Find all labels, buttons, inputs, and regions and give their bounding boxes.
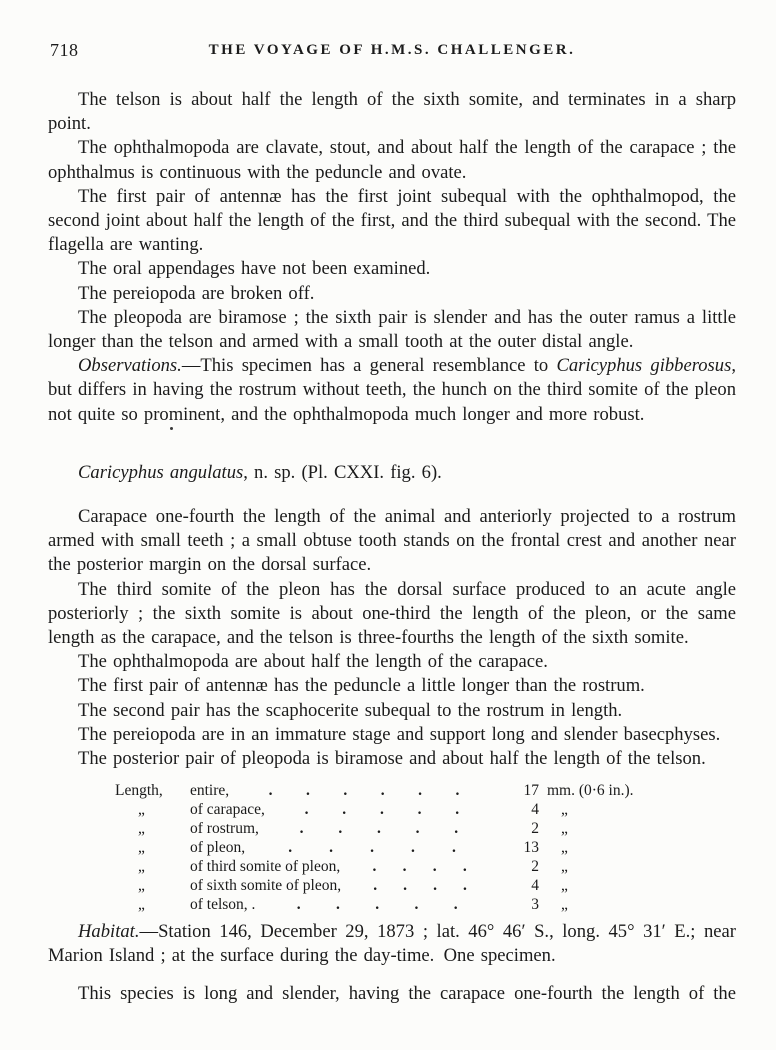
- ditto-mark: „: [138, 820, 145, 838]
- dot-leader: [341, 876, 499, 895]
- text-run: Carapace one-fourth the length of the animal and anteriorly projected to a rostrum armed with small teeth ; a small obtuse tooth stands on the frontal crest and another near the posterior margin on the dorsal surface.: [48, 506, 736, 576]
- text-run: The posterior pair of pleopoda is biramose and about half the length of the telson.: [78, 748, 706, 770]
- leader-dot: .: [455, 801, 460, 819]
- measurement-row: [115, 876, 647, 895]
- ditto-mark: „: [561, 877, 568, 895]
- paragraph: [48, 505, 736, 578]
- leader-dot: .: [342, 801, 347, 819]
- measurement-unit: mm. (0·6 in.).: [547, 782, 634, 800]
- leader-dot: .: [462, 858, 467, 876]
- measurement-label: Length,: [115, 782, 163, 800]
- leader-dot: .: [455, 782, 460, 800]
- leader-dot: .: [296, 896, 301, 914]
- measurement-value: 2: [531, 820, 539, 838]
- leader-dot: .: [379, 801, 384, 819]
- text-run: —This specimen has a general resemblance to: [181, 355, 557, 377]
- text-run: The pleopoda are biramose ; the sixth pair is slender and has the outer ramus a little longer than the telson and armed with a small tooth at the outer distal angle.: [48, 306, 736, 353]
- text-run: —Station 146, December 29, 1873 ; lat. 46° 46′ S., long. 45° 31′ E.; near Marion Island ; at the surface during the day-time. One specimen.: [48, 921, 736, 967]
- page-body: [48, 88, 736, 1006]
- leader-dot: .: [343, 782, 348, 800]
- measurement-value: 13: [523, 839, 539, 857]
- leader-dot: .: [329, 839, 334, 857]
- paragraph: [48, 650, 736, 674]
- leader-dot: .: [415, 820, 420, 838]
- measurement-value: 4: [531, 877, 539, 895]
- italic-text: Observations.: [78, 355, 182, 377]
- ditto-mark: „: [561, 858, 568, 876]
- text-run: The second pair has the scaphocerite subequal to the rostrum in length.: [78, 699, 623, 721]
- measurement-value: 4: [531, 801, 539, 819]
- ink-dot-artifact: [170, 427, 173, 430]
- paragraph: [48, 354, 736, 427]
- measurement-value: 17: [523, 782, 539, 800]
- leader-dot: .: [380, 782, 385, 800]
- paragraph: [48, 747, 736, 771]
- leader-dot: .: [411, 839, 415, 857]
- paragraph: [48, 185, 736, 258]
- paragraph: [48, 578, 736, 651]
- habitat-paragraph: [48, 920, 736, 968]
- paragraph: [48, 282, 736, 306]
- leader-dot: .: [453, 896, 458, 914]
- text-run: The third somite of the pleon has the dorsal surface produced to an acute angle posteriorly ; the sixth somite is about one-third the length of the pleon, or the same length as the carapace, and the telson is three-fourths the length of the sixth somite.: [48, 578, 736, 649]
- leader-dot: .: [288, 839, 293, 857]
- measurement-value: 2: [531, 858, 539, 876]
- measurement-item: entire,: [190, 782, 230, 800]
- text-run: The pereiopoda are broken off.: [78, 282, 315, 304]
- leader-dot: .: [375, 896, 380, 914]
- leader-dot: .: [376, 820, 381, 838]
- measurement-item: of carapace,: [190, 801, 265, 819]
- leader-dot: .: [463, 877, 467, 895]
- dot-leader: [265, 800, 499, 819]
- measurement-row: [115, 800, 647, 819]
- dot-leader: [229, 781, 499, 800]
- species-heading: [48, 461, 736, 485]
- ditto-mark: „: [138, 858, 145, 876]
- measurement-row: [115, 819, 647, 838]
- ditto-mark: „: [138, 896, 145, 914]
- dot-leader: [340, 857, 499, 876]
- leader-dot: .: [373, 877, 378, 895]
- page-number: 718: [50, 40, 79, 60]
- paragraph: [48, 136, 736, 184]
- text-run: The ophthalmopoda are about half the length of the carapace.: [78, 651, 548, 673]
- measurement-row: [115, 895, 647, 914]
- measurement-row: [115, 781, 647, 800]
- measurement-item: of telson, .: [190, 896, 256, 914]
- leader-dot: .: [433, 877, 437, 895]
- measurement-item: of pleon,: [190, 839, 246, 857]
- leader-dot: .: [304, 801, 309, 819]
- ditto-mark: „: [561, 896, 568, 914]
- measurement-row: [115, 857, 647, 876]
- leader-dot: .: [370, 839, 374, 857]
- leader-dot: .: [418, 782, 423, 800]
- paragraph: [48, 699, 736, 723]
- leader-dot: .: [417, 801, 422, 819]
- paragraph: [48, 723, 736, 747]
- dot-leader: [255, 895, 499, 914]
- italic-text: Habitat.: [78, 921, 140, 943]
- paragraph: [48, 88, 736, 136]
- running-title: THE VOYAGE OF H.M.S. CHALLENGER.: [208, 42, 576, 58]
- text-run: The pereiopoda are in an immature stage and support long and slender basecphyses.: [78, 723, 721, 745]
- leader-dot: .: [402, 858, 407, 876]
- text-run: , n. sp. (Pl. CXXI. fig. 6).: [243, 461, 442, 483]
- leader-dot: .: [268, 782, 273, 800]
- text-run: The first pair of antennæ has the peduncle a little longer than the rostrum.: [78, 675, 645, 697]
- paragraphs-mid: [48, 505, 736, 771]
- leader-dot: .: [414, 896, 419, 914]
- text-run: , but differs in having the rostrum without teeth, the hunch on the third somite of the pleon not quite so prominent, and the ophthalmopoda much longer and more robust.: [48, 355, 736, 425]
- measurement-item: of third somite of pleon,: [190, 858, 341, 876]
- leader-dot: .: [338, 820, 343, 838]
- leader-dot: .: [432, 858, 437, 876]
- paragraphs-top: [48, 88, 736, 427]
- leader-dot: .: [336, 896, 340, 914]
- paragraph: [48, 674, 736, 698]
- ditto-mark: „: [138, 877, 145, 895]
- leader-dot: .: [372, 858, 377, 876]
- leader-dot: .: [306, 782, 310, 800]
- page-header: [48, 40, 736, 64]
- ditto-mark: „: [138, 839, 145, 857]
- italic-text: Caricyphus angulatus: [78, 461, 244, 483]
- measurement-value: 3: [531, 896, 539, 914]
- leader-dot: .: [454, 820, 459, 838]
- text-run: The telson is about half the length of the sixth somite, and terminates in a sharp point.: [48, 89, 736, 135]
- ditto-mark: „: [561, 801, 568, 819]
- paragraphs-bottom: [48, 982, 736, 1006]
- measurement-item: of sixth somite of pleon,: [190, 877, 342, 895]
- ditto-mark: „: [561, 839, 568, 857]
- paragraph: [48, 306, 736, 354]
- text-run: The ophthalmopoda are clavate, stout, and about half the length of the carapace ; the ophthalmus is continuous with the peduncle and ovate.: [48, 137, 736, 183]
- dot-leader: [259, 819, 499, 838]
- ditto-mark: „: [138, 801, 145, 819]
- leader-dot: .: [403, 877, 407, 895]
- dot-leader: [245, 838, 499, 857]
- measurements-table: [115, 781, 647, 914]
- italic-text: Caricyphus gibberosus: [556, 355, 732, 377]
- measurement-item: of rostrum,: [190, 820, 259, 838]
- leader-dot: .: [299, 820, 304, 838]
- text-run: The first pair of antennæ has the first joint subequal with the ophthalmopod, the second joint about half the length of the first, and the third subequal with the second. The flagella are wanting.: [48, 185, 736, 256]
- paragraph: [48, 257, 736, 281]
- text-run: The oral appendages have not been examined.: [78, 258, 431, 280]
- paragraph: [48, 982, 736, 1006]
- measurement-row: [115, 838, 647, 857]
- text-run: This species is long and slender, having the carapace one-fourth the length of the: [78, 982, 736, 1004]
- leader-dot: .: [452, 839, 456, 857]
- ditto-mark: „: [561, 820, 568, 838]
